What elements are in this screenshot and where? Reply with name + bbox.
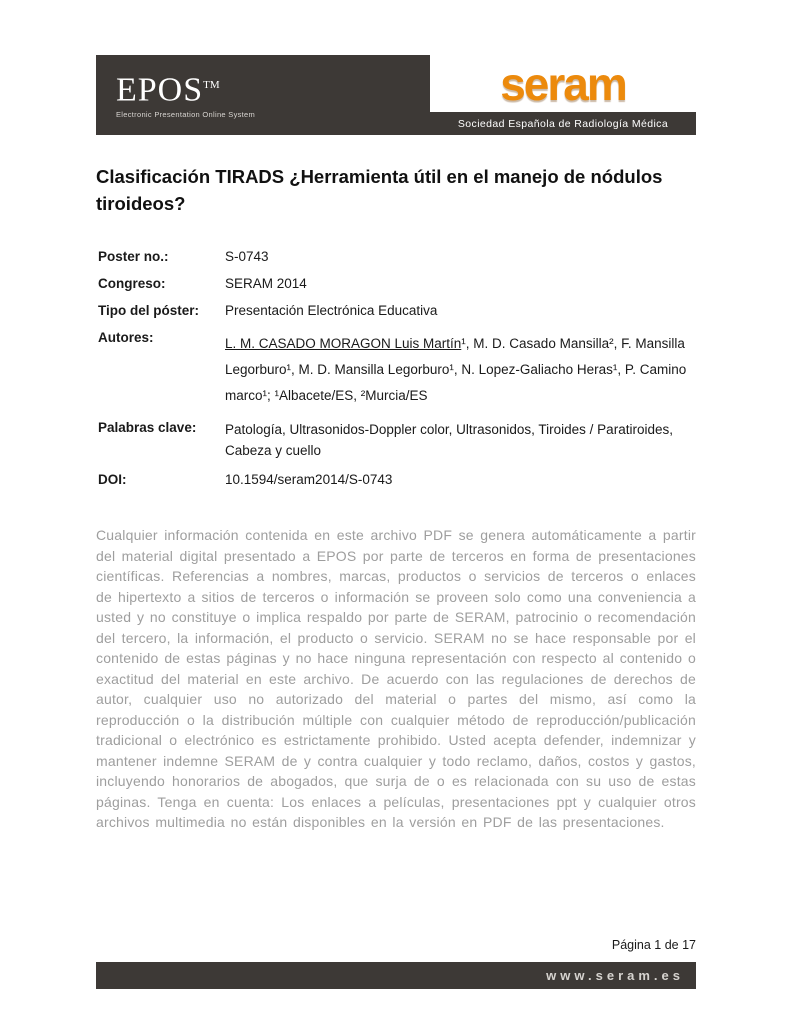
- tipo-poster-value: Presentación Electrónica Educativa: [225, 303, 438, 318]
- epos-wordmark-text: EPOS: [116, 71, 204, 109]
- page-title: Clasificación TIRADS ¿Herramienta útil en el manejo de nódulos tiroideos?: [96, 166, 663, 214]
- seram-wordmark-wrap: [430, 55, 696, 112]
- coauthors-and-affiliations: ¹, M. D. Casado Mansilla², F. Mansilla Legorburo¹, M. D. Mansilla Legorburo¹, N. Lopez-Galiacho Heras¹, P. Camino marco¹; ¹Albacete/ES, ²Murcia/ES: [225, 336, 687, 403]
- presenter-author: L. M. CASADO MORAGON Luis Martín: [225, 336, 462, 351]
- poster-no-label: Poster no.:: [98, 249, 169, 264]
- autores-label: Autores:: [98, 330, 154, 345]
- footer-website-url: www.seram.es: [546, 968, 684, 983]
- document-body: [96, 163, 696, 833]
- epos-trademark: TM: [203, 79, 220, 91]
- metadata-table: [96, 243, 696, 493]
- palabras-clave-value: Patología, Ultrasonidos-Doppler color, Ultrasonidos, Tiroides / Paratiroides, Cabeza y cuello: [225, 422, 673, 458]
- congreso-label: Congreso:: [98, 276, 166, 291]
- palabras-clave-label: Palabras clave:: [98, 420, 197, 435]
- doi-value: 10.1594/seram2014/S-0743: [225, 472, 393, 487]
- disclaimer-text: Cualquier información contenida en este archivo PDF se genera automáticamente a partir del material digital presentado a EPOS por parte de terceros en forma de presentaciones científicas. Referencias a nombres, marcas, productos o servicios de terceros o enlaces de hipertexto a sitios de terceros o información se proveen solo como una conveniencia a usted y no constituye o implica respaldo por parte de SERAM, patrocinio o recomendación del tercero, la información, el producto o servicio. SERAM no se hace responsable por el contenido de estas páginas y no hace ninguna representación con respecto al contenido o exactitud del material en este archivo. De acuerdo con las regulaciones de derechos de autor, cualquier uso no autorizado del material o partes del mismo, así como la reproducción o la distribución múltiple con cualquier método de reproducción/publicación tradicional o electrónico es estrictamente prohibido. Usted acepta defender, indemnizar y mantener indemne SERAM de y contra cualquier y todo reclamo, daños, costos y gastos, incluyendo honorarios de abogados, que surja de o es relacionada con su uso de estas páginas. Tenga en cuenta: Los enlaces a películas, presentaciones ppt y cualquier otros archivos multimedia no están disponibles en la versión en PDF de las presentaciones.: [96, 527, 696, 830]
- footer-bar: [96, 962, 696, 989]
- congreso-value: SERAM 2014: [225, 276, 307, 291]
- epos-logo: [96, 55, 255, 135]
- epos-subtitle: Electronic Presentation Online System: [116, 110, 256, 120]
- header-bar: [96, 55, 696, 135]
- seram-subtitle-strip: Sociedad Española de Radiología Médica: [430, 112, 696, 135]
- doi-label: DOI:: [98, 472, 127, 487]
- seram-logo-box: [430, 55, 696, 135]
- page-indicator: Página 1 de 17: [611, 938, 696, 952]
- poster-no-value: S-0743: [225, 249, 269, 264]
- seram-wordmark: seram: [500, 57, 626, 110]
- tipo-poster-label: Tipo del póster:: [98, 303, 200, 318]
- epos-wordmark: [116, 68, 255, 107]
- autores-value: [225, 324, 696, 414]
